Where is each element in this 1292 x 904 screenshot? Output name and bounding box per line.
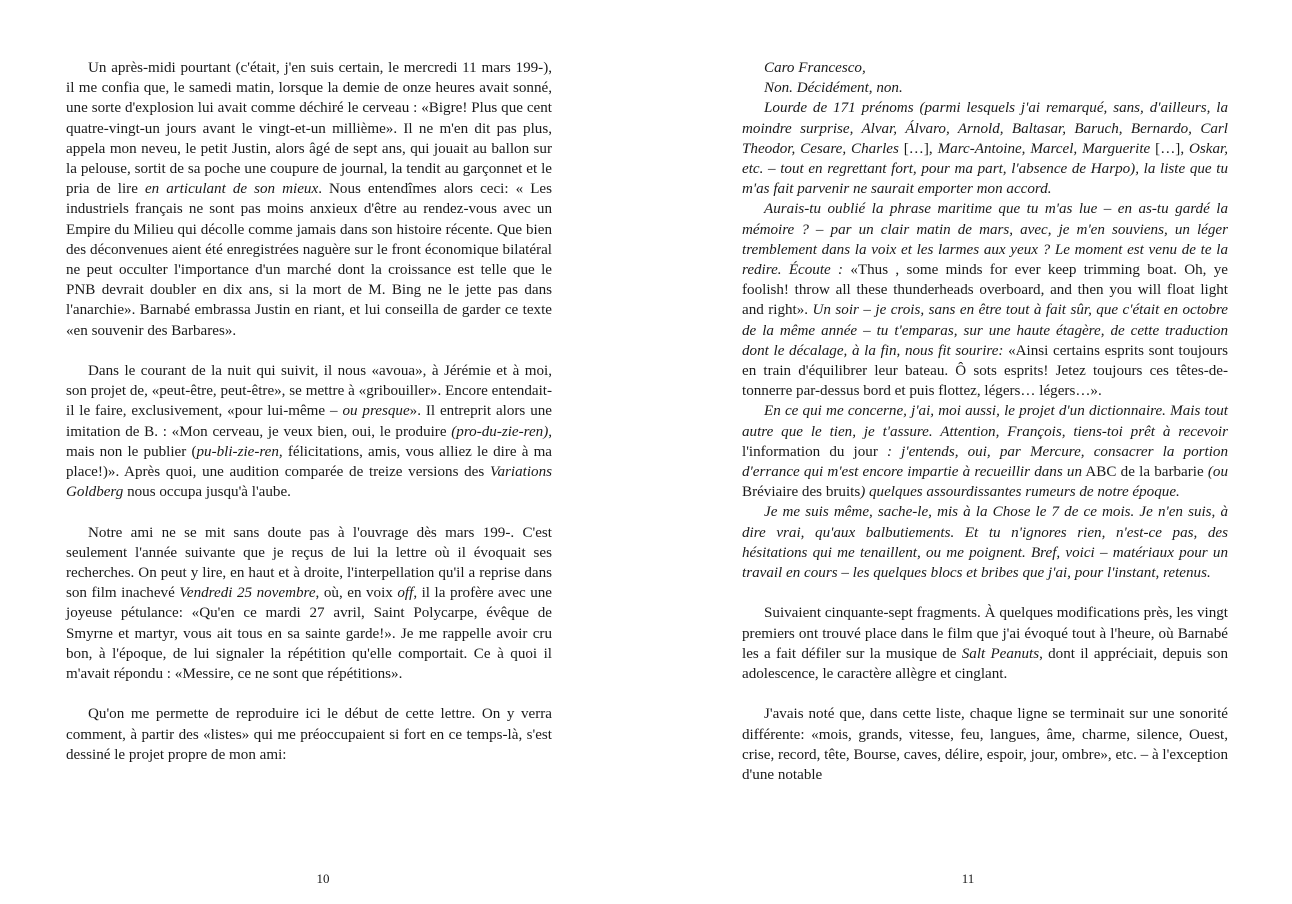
letter-line [742, 58, 1228, 78]
paragraph [66, 704, 552, 765]
italic-run: Caro Francesco, [764, 60, 866, 76]
text-run: Un après-midi pourtant (c'était, j'en suis certain, le mercredi 11 mars 199-), il me confia que, le samedi matin, lorsque la demie de onze heures avait sonné, une sorte d'explosion lui avait comme déchiré le cerveau : «Bigre! Plus que cent quatre-vingt-un jours avant le vingt-et-un millième». Il ne m'en dit pas plus, appela mon neveu, le petit Justin, alors âgé de sept ans, qui jouait au ballon sur la pelouse, sortit de sa poche une coupure de journal, la tendit au garçonnet et le pria de lire [66, 60, 552, 198]
text-run: Bréviaire des bruits [742, 484, 861, 501]
text-run: Notre ami ne se mit sans doute pas à l'ouvrage dès mars 199-. C'est seulement l'année suivante que je reçus de lui la lettre où il évoquait ses recherches. On peut y lire, en haut et à droite, l'interpellation qu'il a reprise dans son film inachevé [66, 524, 552, 602]
italic-run: Variations Goldberg [66, 464, 552, 501]
italic-run: (pro-du-zie-ren), [451, 423, 552, 440]
text-run: mais non le publier ( [66, 443, 197, 460]
page-number: 11 [961, 871, 975, 886]
italic-run: Salt Peanuts [961, 645, 1040, 662]
italic-run: Non. Décidément, non. [764, 80, 903, 97]
left-page [66, 58, 552, 765]
italic-run: Je me suis même, sache-le, mis à la Chose le 7 de ce mois. Je n'en suis, à dire vrai, qu'aux balbutiements. Et tu n'ignores rien, n'est-ce pas, des hésitations qui me tenaillent, ou me poignent. Bref, voici – matériaux pour un travail en cours – les quelques blocs et bribes que j'ai, pour l'instant, retenus. [742, 504, 1228, 582]
text-run: J'avais noté que, dans cette liste, chaque ligne se terminait sur une sonorité différente: «mois, grands, vitesse, feu, langues, âme, charme, silence, Ouest, crise, record, tête, Bourse, caves, délire, espoir, jour, ombre», etc. – à l'exception d'une notable [742, 706, 1228, 784]
text-run: […], [898, 140, 938, 157]
italic-run: Vendredi 25 novembre [179, 585, 316, 602]
italic-run: Marc-Antoine, Marcel, Marguerite [937, 140, 1151, 157]
text-run: , dont il appréciait, depuis son adolescence, le caractère allègre et cinglant. [742, 645, 1228, 683]
italic-run: Un soir – je crois, sans en être tout à fait sûr, que c'était en octobre de la même année – tu t'emparas, sur une haute étagère, de cette traduction dont le décalage, à la fin, nous fit sourire: [742, 302, 1228, 359]
text-run: , où, en voix [315, 585, 398, 602]
italic-run: ) quelques assourdissantes rumeurs de notre époque. [860, 484, 1180, 501]
italic-run: : j'entends, oui, par Mercure, consacrer la portion d'errance qui m'est encore impartie à recueillir dans un [742, 443, 1228, 481]
text-run: ». Il entreprit alors une imitation de B. : «Mon cerveau, je veux bien, oui, le produire [66, 403, 552, 440]
text-run: […], [1150, 140, 1189, 157]
text-run: «Thus , some minds for ever keep trimming boat. Oh, ye foolish! throw all these thunderheads overboard, and then you will float light and right». [742, 262, 1228, 319]
letter-line [742, 78, 1228, 98]
italic-run: off [397, 585, 414, 602]
italic-run: (ou [1207, 464, 1229, 481]
page-number: 10 [316, 871, 330, 886]
right-page [742, 58, 1228, 785]
letter-paragraph [742, 502, 1228, 583]
italic-run: Oskar, etc. – tout en regrettant fort, pour ma part, l'absence de Harpo), la liste que tu m'as fait parvenir ne saurait emporter mon accord. [742, 140, 1228, 198]
text-run: «Ainsi certains esprits sont toujours en train d'équilibrer leur bateau. Ô sots esprits! Jetez toujours ces têtes-de-tonnerre par-dessus bord et puis flottez, légers… légers…». [742, 342, 1228, 400]
italic-run: Lourde de 171 prénoms (parmi lesquels j'ai remarqué, sans, d'ailleurs, la moindre surprise, Alvar, Álvaro, Arnold, Baltasar, Baruch, Bernardo, Carl Theodor, Cesare, Charles [742, 100, 1228, 157]
letter-paragraph [742, 199, 1228, 401]
text-run: félicitations, amis, vous alliez le dire à ma place!)». Après quoi, une audition comparée de treize versions des [66, 443, 553, 481]
letter-paragraph [742, 401, 1228, 502]
paragraph [742, 603, 1228, 684]
italic-run: ou presque [342, 403, 410, 420]
italic-run: En ce qui me concerne, j'ai, moi aussi, le projet d'un dictionnaire. Mais tout autre que le tien, je t'assure. Attention, François, tiens-toi prêt à recevoir [742, 403, 1228, 440]
text-run: Qu'on me permette de reproduire ici le début de cette lettre. On y verra comment, à partir des «listes» qui me préoccupaient si fort en ce temps-là, s'est dessiné le projet propre de mon ami: [66, 706, 552, 763]
italic-run: Aurais-tu oublié la phrase maritime que tu m'as lue – en as-tu gardé la mémoire ? – par un clair matin de mars, avec, je m'en souviens, un léger tremblement dans la voix et les larmes aux yeux ? Le moment est venu de te la redire. Écoute : [742, 201, 1228, 279]
paragraph [66, 58, 552, 341]
paragraph [66, 523, 552, 685]
italic-run: en articulant de son mieux [144, 181, 319, 198]
text-run: ABC de la barbarie [1082, 464, 1208, 481]
quoted-letter [742, 58, 1228, 583]
text-run: l'information du jour [742, 443, 888, 460]
text-run: Dans le courant de la nuit qui suivit, il nous «avoua», à Jérémie et à moi, son projet de, «peut-être, peut-être», se mettre à «gribouiller». Encore entendait-il le faire, exclusivement, «pour lui-même – [66, 363, 552, 420]
paragraph [66, 361, 552, 502]
text-run: Suivaient cinquante-sept fragments. À quelques modifications près, les vingt premiers ont trouvé place dans le film que j'ai évoqué tout à l'heure, où Barnabé les a fait défiler sur la musique de [742, 605, 1228, 662]
text-run: . Nous entendîmes alors ceci: « Les industriels français ne sont pas moins anxieux d'être au rendez-vous avec un Empire du Milieu qui décolle comme jamais dans son histoire récente. Que bien des déconvenues aient été enregistrées naguère sur le front économique bilatéral ne peut occulter l'importance d'un marché dont la croissance est telle que le PNB devrait doubler en dix ans, si la mort de M. Bing ne le jette pas dans l'anarchie». Barnabé embrassa Justin en riant, et lui conseilla de garder ce texte «en souvenir des Barbares». [66, 181, 552, 339]
paragraph [742, 704, 1228, 785]
italic-run: pu-bli-zie-ren, [196, 443, 283, 460]
text-run: , il la profère avec une joyeuse pétulance: «Qu'en ce mardi 27 avril, Saint Polycarpe, évêque de Smyrne et martyr, vous ait tous en sa sainte garde!». Je me rappelle avoir cru bon, à l'époque, de lui signaler la répétition qu'elle comportait. Ce à quoi il m'avait répondu : «Messire, ce ne sont que répétitions». [66, 585, 553, 683]
letter-paragraph [742, 98, 1228, 199]
text-run: nous occupa jusqu'à l'aube. [123, 484, 291, 501]
